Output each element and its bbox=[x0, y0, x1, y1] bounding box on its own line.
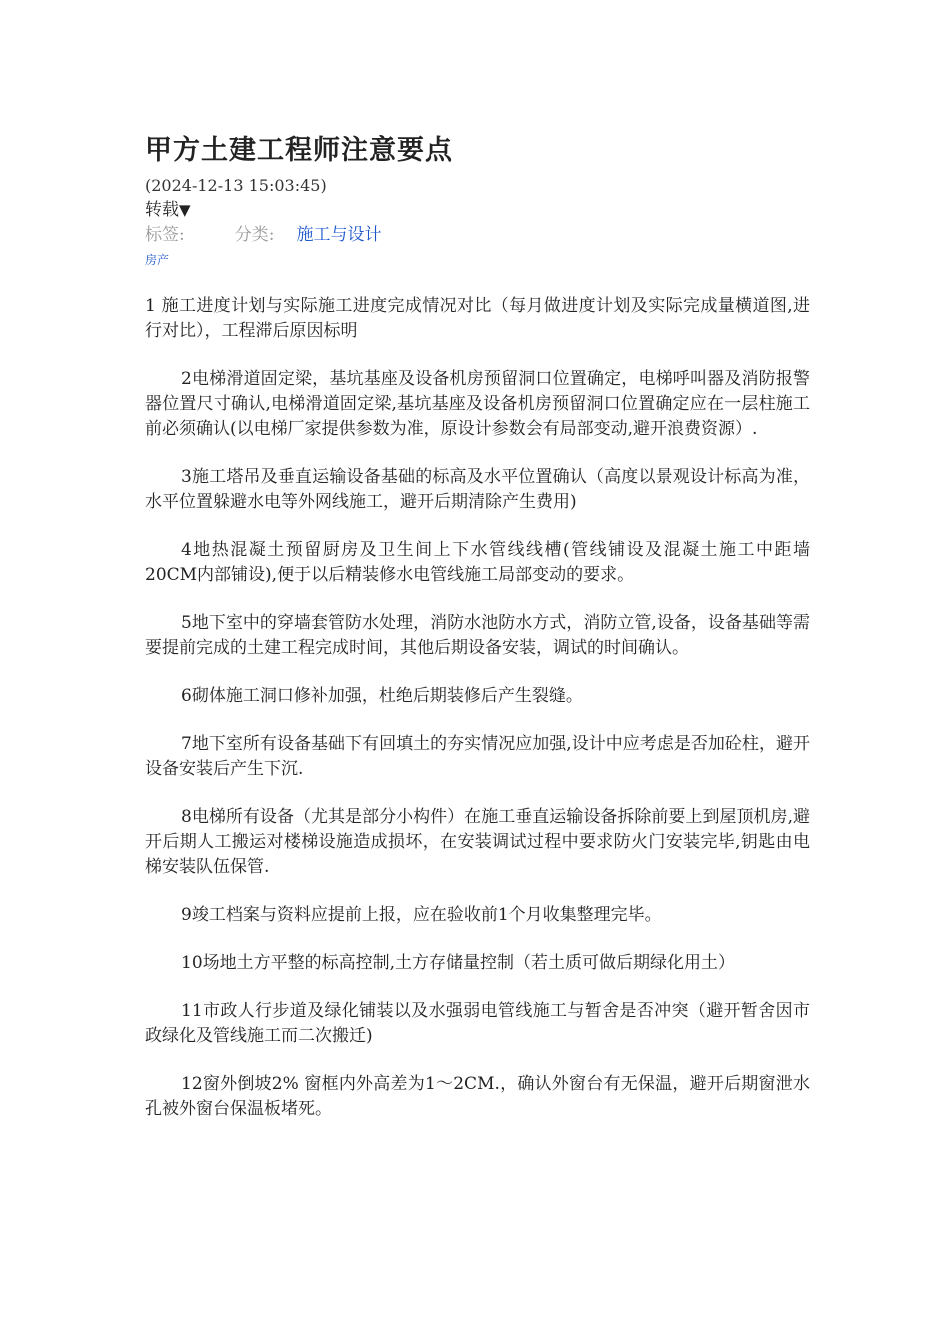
paragraph-12: 12窗外倒坡2% 窗框内外高差为1～2CM.，确认外窗台有无保温，避开后期窗泄水孔被外窗台保温板堵死。 bbox=[145, 1074, 810, 1119]
paragraph-3: 3施工塔吊及垂直运输设备基础的标高及水平位置确认（高度以景观设计标高为准，水平位置躲避水电等外网线施工，避开后期清除产生费用) bbox=[145, 467, 810, 512]
category-link[interactable]: 施工与设计 bbox=[296, 225, 382, 245]
tag-link[interactable]: 房产 bbox=[145, 253, 170, 267]
article bbox=[145, 128, 810, 1145]
paragraph-5: 5地下室中的穿墙套管防水处理，消防水池防水方式，消防立管,设备，设备基础等需要提前完成的土建工程完成时间，其他后期设备安装，调试的时间确认。 bbox=[145, 613, 810, 658]
repost-label: 转载 bbox=[145, 200, 179, 220]
triangle-down-icon: ▼ bbox=[179, 201, 191, 219]
post-date: (2024-12-13 15:03:45) bbox=[145, 176, 327, 195]
paragraph-11: 11市政人行步道及绿化铺装以及水强弱电管线施工与暂舍是否冲突（避开暂舍因市政绿化及管线施工而二次搬迁) bbox=[145, 1001, 810, 1046]
meta-row bbox=[145, 222, 810, 248]
paragraph-4: 4地热混凝土预留厨房及卫生间上下水管线线槽(管线铺设及混凝土施工中距墙20CM内部铺设),便于以后精装修水电管线施工局部变动的要求。 bbox=[145, 540, 810, 585]
tag-label: 标签: bbox=[145, 225, 185, 245]
paragraph-2: 2电梯滑道固定梁，基坑基座及设备机房预留洞口位置确定，电梯呼叫器及消防报警器位置尺寸确认,电梯滑道固定梁,基坑基座及设备机房预留洞口位置确定应在一层柱施工前必须确认(以电梯厂家提供参数为准，原设计参数会有局部变动,避开浪费资源）. bbox=[145, 369, 810, 439]
paragraph-6: 6砌体施工洞口修补加强，杜绝后期装修后产生裂缝。 bbox=[181, 686, 583, 706]
page-title: 甲方土建工程师注意要点 bbox=[145, 135, 453, 166]
paragraph-9: 9竣工档案与资料应提前上报，应在验收前1个月收集整理完毕。 bbox=[181, 905, 662, 925]
paragraph-7: 7地下室所有设备基础下有回填土的夯实情况应加强,设计中应考虑是否加砼柱，避开设备安装后产生下沉. bbox=[145, 734, 810, 779]
paragraph-8: 8电梯所有设备（尤其是部分小构件）在施工垂直运输设备拆除前要上到屋顶机房,避开后期人工搬运对楼梯设施造成损坏，在安装调试过程中要求防火门安装完毕,钥匙由电梯安装队伍保管. bbox=[145, 807, 810, 877]
paragraph-10: 10场地土方平整的标高控制,土方存储量控制（若土质可做后期绿化用土） bbox=[181, 953, 736, 973]
category-label: 分类: bbox=[234, 225, 275, 245]
paragraph-1: 1 施工进度计划与实际施工进度完成情况对比（每月做进度计划及实际完成量横道图,进行对比），工程滞后原因标明 bbox=[145, 296, 810, 341]
article-body bbox=[145, 294, 810, 1122]
repost-toggle[interactable] bbox=[145, 198, 810, 222]
